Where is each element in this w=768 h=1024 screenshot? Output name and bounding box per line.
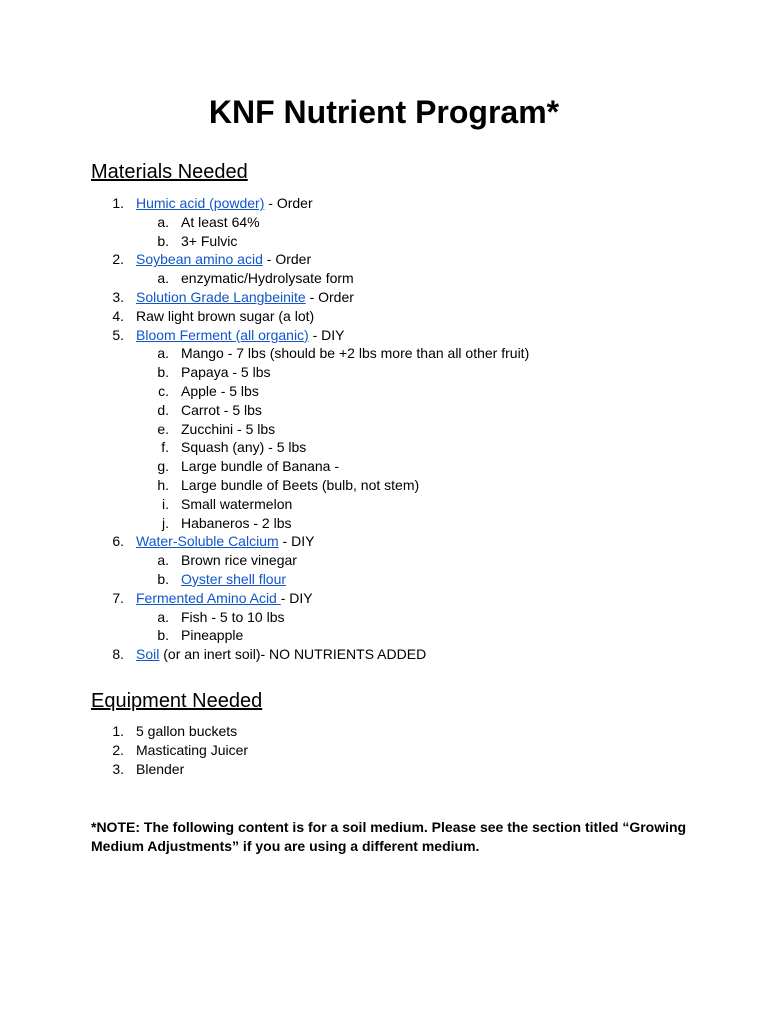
sub-list-item-rest: 3+ Fulvic [181, 232, 238, 249]
list-item-text [136, 532, 314, 551]
sub-list-item [0, 420, 768, 439]
sub-list-item-rest: Large bundle of Banana - [181, 458, 340, 475]
list-item-rest: - Order [264, 195, 313, 211]
sub-list-letter: c. [158, 382, 169, 399]
list-item-rest: Raw light brown sugar (a lot) [136, 307, 315, 324]
list-number: 3. [112, 288, 124, 305]
list-number: 6. [112, 533, 124, 550]
sub-list-item-rest: Habaneros - 2 lbs [181, 514, 292, 531]
list-item [0, 326, 768, 345]
materials-heading: Materials Needed [91, 161, 248, 183]
sub-list-letter: a. [157, 270, 169, 287]
sub-list-item-rest: Small watermelon [181, 495, 293, 512]
sub-list-letter: i. [162, 495, 169, 512]
list-number: 3. [112, 760, 124, 777]
list-item-rest: - DIY [280, 589, 313, 606]
sub-list-item-rest: Large bundle of Beets (bulb, not stem) [181, 476, 420, 493]
list-item-text: 5 gallon buckets [136, 723, 238, 739]
list-item [0, 760, 768, 779]
sub-list-item-text [181, 570, 286, 589]
sub-list-item-text [181, 495, 292, 514]
sub-list-letter: g. [157, 458, 169, 475]
list-item [0, 307, 768, 326]
sub-list-item-rest: Mango - 7 lbs (should be +2 lbs more than all other fruit) [181, 345, 530, 362]
sub-list-item [0, 570, 768, 589]
sub-list-item [0, 401, 768, 420]
list-number: 1. [112, 195, 124, 211]
sub-list-item-rest: Fish - 5 to 10 lbs [181, 608, 285, 625]
note-text: *NOTE: The following content is for a soil medium. Please see the section titled “Growing Medium Adjustments” if you are using a different medium. [91, 819, 687, 854]
sub-list-item-rest: enzymatic/Hydrolysate form [181, 270, 354, 287]
list-item-text [136, 194, 313, 213]
sub-list-letter: b. [157, 364, 169, 381]
sub-list-item-text [181, 608, 285, 627]
material-link[interactable]: Soybean amino acid [136, 251, 263, 268]
page-title: KNF Nutrient Program* [208, 94, 560, 130]
list-item-text [136, 288, 354, 307]
sub-list-item [0, 269, 768, 288]
list-item-text [136, 589, 313, 608]
sub-list-item-rest: Carrot - 5 lbs [181, 401, 262, 418]
sub-list-item-text [181, 213, 260, 232]
list-item [0, 645, 768, 664]
list-item [0, 532, 768, 551]
sub-list-item-rest: Pineapple [181, 627, 244, 644]
material-link[interactable]: Humic acid (powder) [136, 195, 265, 211]
list-item-rest: - Order [305, 288, 354, 305]
equipment-heading: Equipment Needed [91, 690, 263, 712]
sub-list-item-rest: Apple - 5 lbs [181, 382, 259, 399]
sub-list-item-text [181, 344, 529, 363]
sub-list-letter: b. [157, 232, 169, 249]
sub-list-item-text [181, 626, 243, 645]
sub-list-item [0, 438, 768, 457]
sub-list-item-text [181, 551, 297, 570]
list-item-text [136, 307, 314, 326]
sub-list-item [0, 363, 768, 382]
sub-list-item-text [181, 476, 419, 495]
sub-list-item [0, 608, 768, 627]
material-link[interactable]: Soil [136, 646, 160, 663]
sub-list-item-rest: Squash (any) - 5 lbs [181, 439, 307, 456]
list-item-rest: - DIY [278, 533, 315, 550]
list-item-rest: - DIY [308, 326, 345, 343]
sub-list-letter: a. [157, 608, 169, 625]
sub-list-item-rest: Papaya - 5 lbs [181, 364, 271, 381]
sub-list-item [0, 457, 768, 476]
sub-list-item-text [181, 382, 259, 401]
sub-list-item [0, 476, 768, 495]
sub-list-item-rest: At least 64% [181, 213, 260, 230]
list-item-text [136, 326, 345, 345]
sub-list-item-rest: Brown rice vinegar [181, 552, 297, 569]
list-item-rest: (or an inert soil)- NO NUTRIENTS ADDED [159, 646, 427, 663]
list-number: 2. [112, 251, 124, 268]
list-item [0, 194, 768, 213]
sub-list-item [0, 232, 768, 251]
sub-list-letter: j. [162, 514, 169, 531]
list-item [0, 741, 768, 760]
sub-list-letter: h. [157, 476, 169, 493]
materials-list [0, 194, 768, 664]
sub-list-letter: a. [157, 345, 169, 362]
sub-list-item-text [181, 420, 275, 439]
material-link[interactable]: Solution Grade Langbeinite [136, 288, 306, 305]
sub-list-item-text [181, 514, 292, 533]
sub-list-item [0, 495, 768, 514]
sub-list-item [0, 626, 768, 645]
material-link[interactable]: Water-Soluble Calcium [136, 533, 279, 550]
list-item [0, 589, 768, 608]
list-number: 5. [112, 326, 124, 343]
equipment-list [0, 722, 768, 778]
list-item-rest: - Order [262, 251, 312, 268]
list-number: 7. [112, 589, 124, 606]
sub-list-letter: f. [161, 439, 169, 456]
sub-list-item [0, 344, 768, 363]
list-item [0, 722, 768, 741]
list-number: 8. [112, 646, 124, 663]
material-link[interactable]: Fermented Amino Acid [136, 589, 281, 606]
sub-list-item-rest: Zucchini - 5 lbs [181, 420, 276, 437]
sub-list-item [0, 551, 768, 570]
list-item-text [136, 250, 311, 269]
sub-list-item-text [181, 457, 339, 476]
material-link[interactable]: Bloom Ferment (all organic) [136, 326, 309, 343]
sub-list-item-text [181, 363, 271, 382]
list-item-text: Masticating Juicer [136, 741, 249, 758]
sub-list-letter: b. [157, 627, 169, 644]
list-number: 2. [112, 741, 124, 758]
material-link[interactable]: Oyster shell flour [181, 570, 287, 587]
list-number: 4. [112, 307, 124, 324]
list-item-text: Blender [136, 760, 185, 777]
sub-list-letter: d. [157, 401, 169, 418]
sub-list-item [0, 514, 768, 533]
list-item [0, 288, 768, 307]
sub-list-item-text [181, 269, 354, 288]
sub-list-letter: a. [157, 213, 169, 230]
sub-list-item-text [181, 401, 262, 420]
list-item [0, 250, 768, 269]
list-item-text [136, 645, 426, 664]
sub-list-item-text [181, 438, 306, 457]
sub-list-item [0, 382, 768, 401]
sub-list-item-text [181, 232, 237, 251]
sub-list-item [0, 213, 768, 232]
sub-list-letter: a. [157, 552, 169, 569]
sub-list-letter: b. [157, 570, 169, 587]
sub-list-letter: e. [157, 420, 169, 437]
list-number: 1. [112, 723, 124, 739]
